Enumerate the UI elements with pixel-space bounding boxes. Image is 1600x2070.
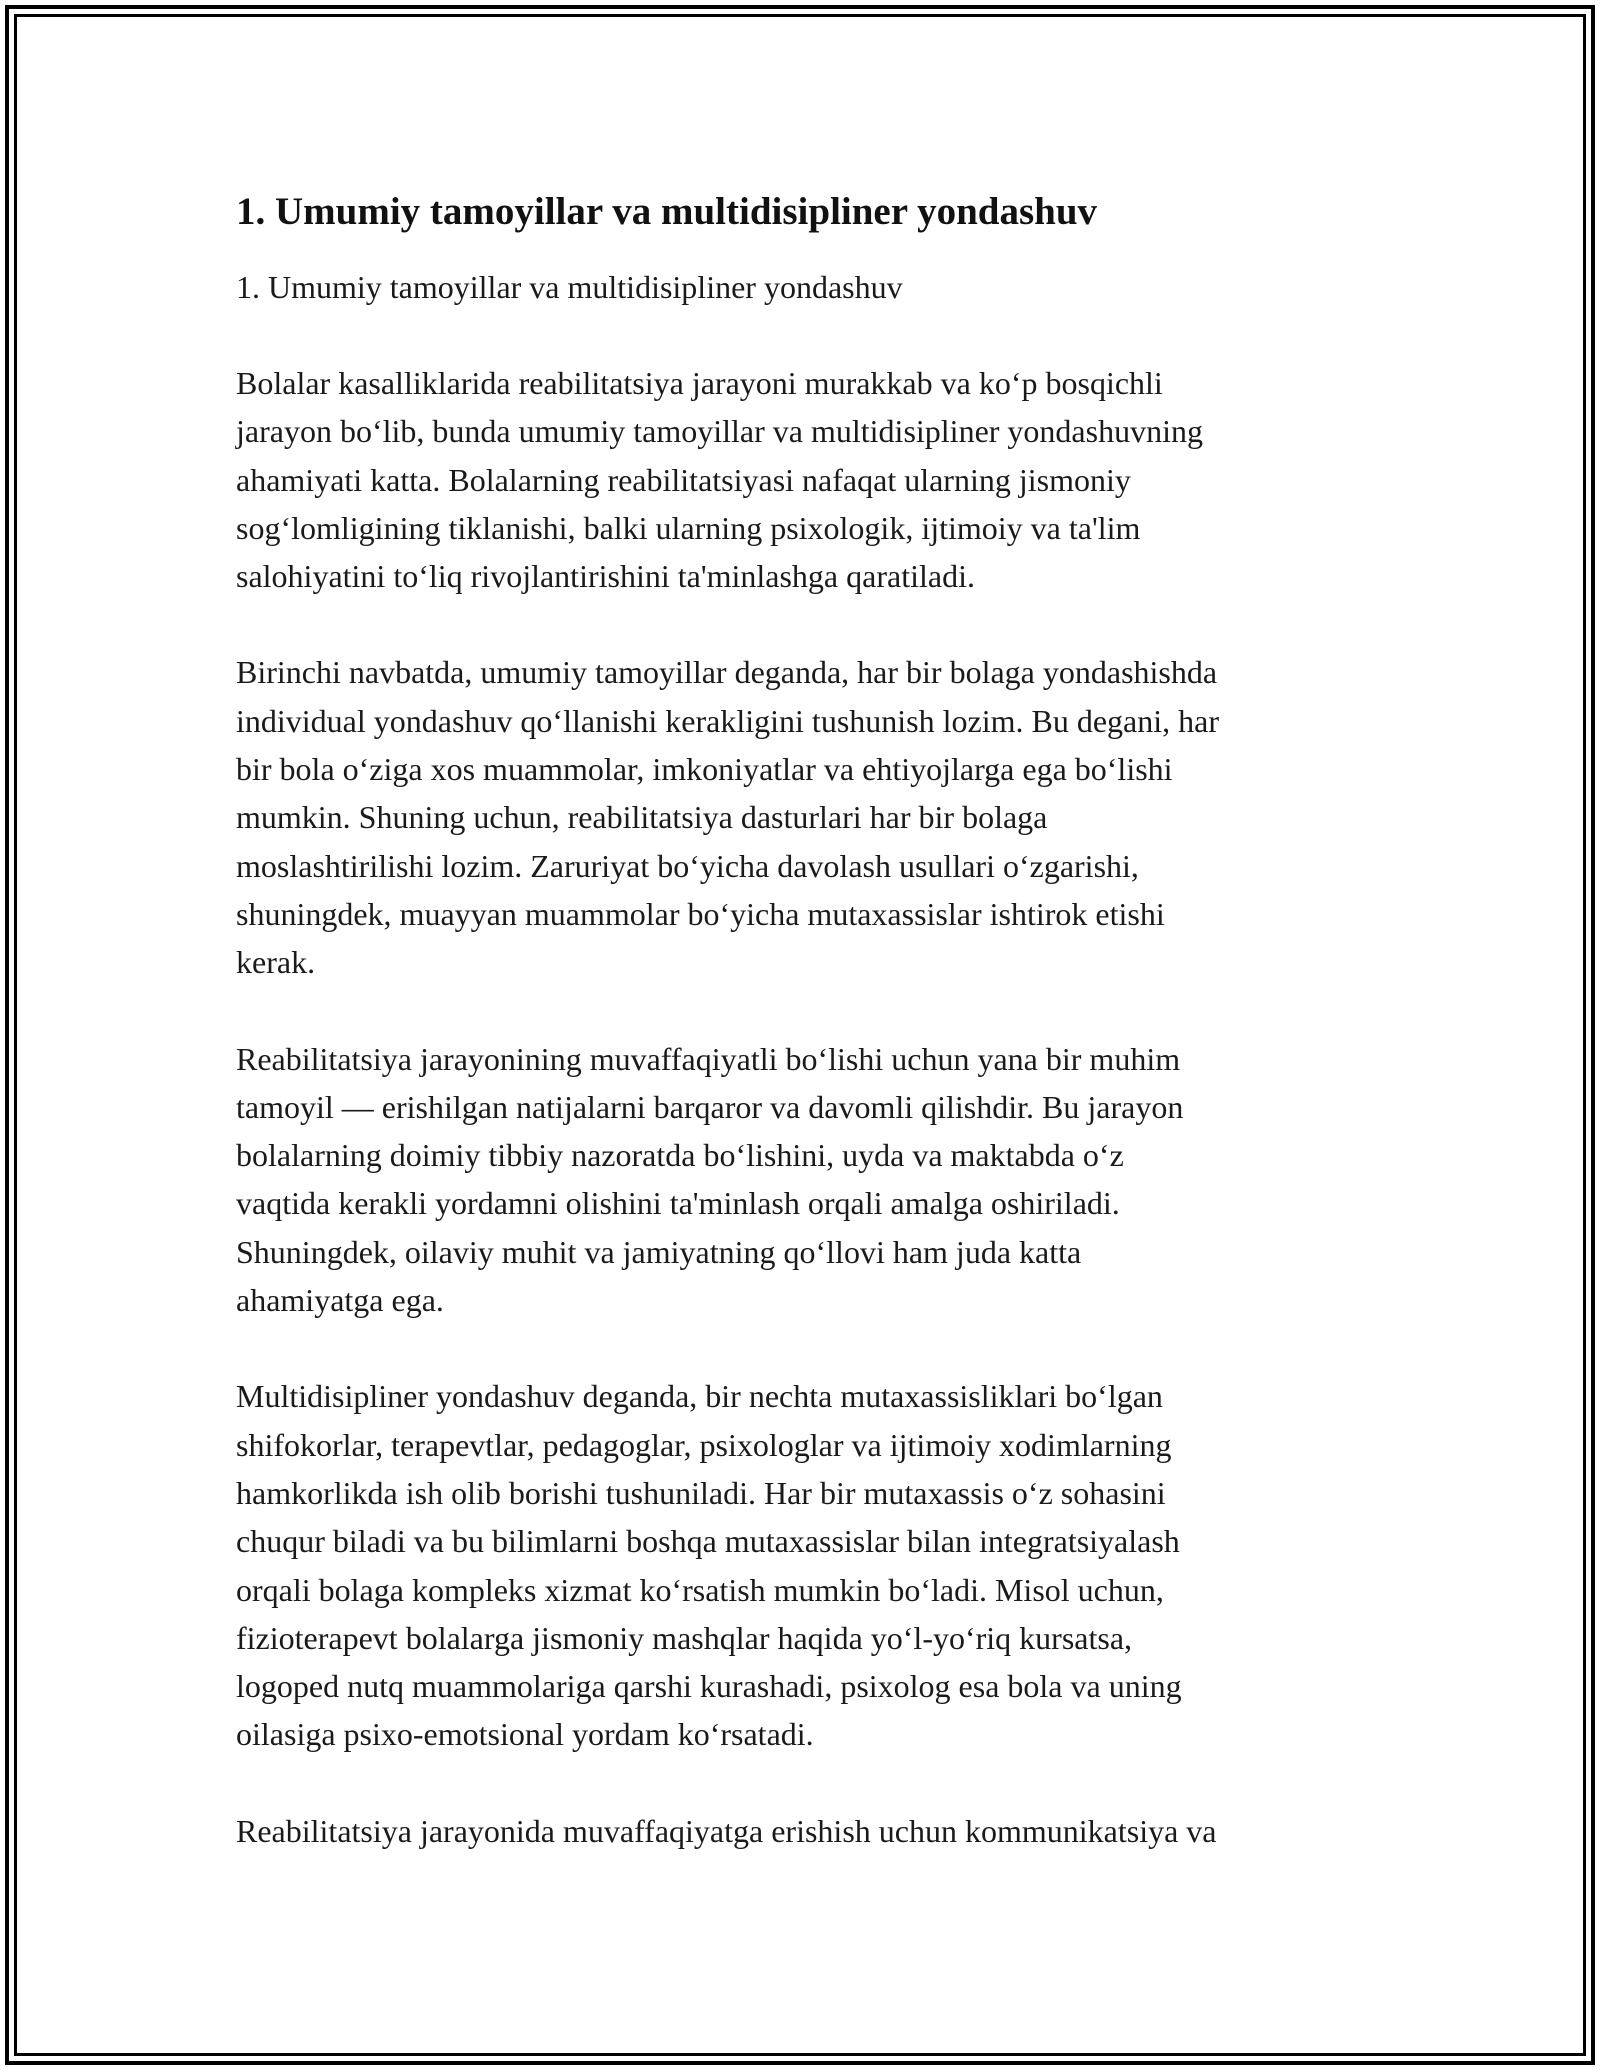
paragraph-line: individual yondashuv qo‘llanishi kerakligini tushunish lozim. Bu degani, har: [236, 702, 1219, 739]
paragraph-line: jarayon bo‘lib, bunda umumiy tamoyillar va multidisipliner yondashuvning: [236, 413, 1203, 450]
paragraph-line: Multidisipliner yondashuv deganda, bir nechta mutaxassisliklari bo‘lgan: [236, 1378, 1163, 1415]
paragraph-line: hamkorlikda ish olib borishi tushuniladi. Har bir mutaxassis o‘z sohasini: [236, 1474, 1166, 1511]
section-subheading: 1. Umumiy tamoyillar va multidisipliner yondashuv: [236, 269, 903, 305]
paragraph-5: [236, 1807, 1376, 1855]
paragraph-line: Reabilitatsiya jarayonining muvaffaqiyatli bo‘lishi uchun yana bir muhim: [236, 1040, 1181, 1077]
section-heading: 1. Umumiy tamoyillar va multidisipliner yondashuv: [236, 190, 1098, 233]
paragraph-line: shuningdek, muayyan muammolar bo‘yicha mutaxassislar ishtirok etishi: [236, 895, 1165, 932]
paragraph-line: oilasiga psixo-emotsional yordam ko‘rsatadi.: [236, 1716, 814, 1753]
paragraph-line: sog‘lomligining tiklanishi, balki ularning psixologik, ijtimoiy va ta'lim: [236, 509, 1141, 546]
paragraph-line: Reabilitatsiya jarayonida muvaffaqiyatga erishish uchun kommunikatsiya va: [236, 1812, 1217, 1849]
paragraph-line: bolalarning doimiy tibbiy nazoratda bo‘lishini, uyda va maktabda o‘z: [236, 1137, 1124, 1174]
paragraph-line: shifokorlar, terapevtlar, pedagoglar, psixologlar va ijtimoiy xodimlarning: [236, 1426, 1172, 1463]
paragraph-line: fizioterapevt bolalarga jismoniy mashqlar haqida yo‘l-yo‘riq kursatsa,: [236, 1619, 1133, 1656]
paragraph-line: salohiyatini to‘liq rivojlantirishini ta'minlashga qaratiladi.: [236, 558, 975, 595]
paragraph-line: bir bola o‘ziga xos muammolar, imkoniyatlar va ehtiyojlarga ega bo‘lishi: [236, 751, 1173, 788]
paragraph-line: mumkin. Shuning uchun, reabilitatsiya dasturlari har bir bolaga: [236, 799, 1048, 836]
paragraph-line: ahamiyati katta. Bolalarning reabilitatsiyasi nafaqat ularning jismoniy: [236, 461, 1131, 498]
paragraph-3: [236, 1035, 1376, 1325]
paragraph-line: Birinchi navbatda, umumiy tamoyillar deganda, har bir bolaga yondashishda: [236, 654, 1218, 691]
paragraph-line: orqali bolaga kompleks xizmat ko‘rsatish mumkin bo‘ladi. Misol uchun,: [236, 1571, 1164, 1608]
paragraph-line: ahamiyatga ega.: [236, 1282, 444, 1319]
paragraph-1: [236, 359, 1376, 600]
paragraph-line: moslashtirilishi lozim. Zaruriyat bo‘yicha davolash usullari o‘zgarishi,: [236, 847, 1139, 884]
paragraph-line: Bolalar kasalliklarida reabilitatsiya jarayoni murakkab va ko‘p bosqichli: [236, 365, 1163, 401]
document-body: [236, 186, 1376, 1855]
paragraph-line: logoped nutq muammolariga qarshi kurashadi, psixolog esa bola va uning: [236, 1668, 1182, 1705]
paragraph-line: chuqur biladi va bu bilimlarni boshqa mutaxassislar bilan integratsiyalash: [236, 1523, 1180, 1560]
paragraph-line: vaqtida kerakli yordamni olishini ta'minlash orqali amalga oshiriladi.: [236, 1185, 1120, 1222]
paragraph-2: [236, 648, 1376, 986]
paragraph-4: [236, 1372, 1376, 1758]
paragraph-line: Shuningdek, oilaviy muhit va jamiyatning qo‘llovi ham juda katta: [236, 1233, 1082, 1270]
paragraph-line: tamoyil — erishilgan natijalarni barqaror va davomli qilishdir. Bu jarayon: [236, 1088, 1184, 1125]
paragraph-line: kerak.: [236, 944, 316, 981]
